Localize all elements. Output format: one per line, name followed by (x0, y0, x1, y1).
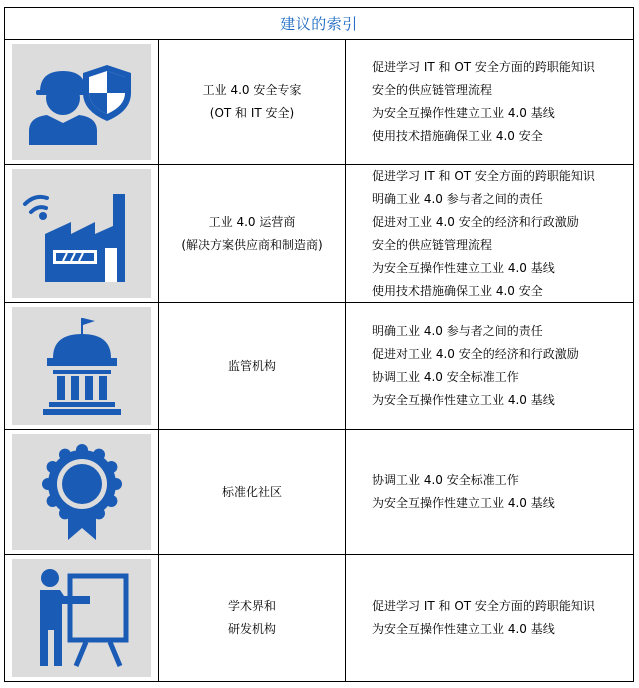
role-name-cell (159, 165, 346, 302)
role-name-cell (159, 40, 346, 164)
actions-cell (346, 303, 633, 429)
table-title: 建议的索引 (5, 8, 633, 40)
icon-cell (5, 165, 159, 302)
role-name: 监管机构 (227, 358, 276, 373)
table-row-standardization (5, 430, 633, 555)
action-item: 促进对工业 4.0 安全的经济和行政激励 (372, 214, 579, 229)
icon-cell (5, 40, 159, 164)
action-item: 明确工业 4.0 参与者之间的责任 (372, 191, 543, 206)
action-item: 促进学习 IT 和 OT 安全方面的跨职能知识 (372, 168, 595, 183)
action-item: 为安全互操作性建立工业 4.0 基线 (372, 260, 555, 275)
action-item: 为安全互操作性建立工业 4.0 基线 (372, 393, 555, 407)
icon-cell (5, 430, 159, 554)
role-name: 研发机构 (227, 622, 276, 636)
factory-icon (21, 184, 143, 284)
action-item: 为安全互操作性建立工业 4.0 基线 (372, 496, 555, 510)
role-name: (OT 和 IT 安全) (209, 106, 295, 120)
action-item: 安全的供应链管理流程 (372, 83, 493, 97)
presenter-board-icon (32, 566, 132, 670)
action-item: 明确工业 4.0 参与者之间的责任 (372, 324, 543, 338)
role-name: 工业 4.0 安全专家 (202, 83, 302, 97)
icon-cell (5, 555, 159, 681)
action-item: 为安全互操作性建立工业 4.0 基线 (372, 106, 555, 120)
actions-cell (346, 40, 633, 164)
action-item: 使用技术措施确保工业 4.0 安全 (372, 129, 543, 143)
index-table (4, 7, 634, 682)
table-row-academia (5, 555, 633, 681)
government-building-icon (37, 316, 127, 416)
table-row-operators (5, 165, 633, 303)
table-row-security-experts (5, 40, 633, 165)
action-item: 促进学习 IT 和 OT 安全方面的跨职能知识 (372, 599, 595, 613)
action-item: 使用技术措施确保工业 4.0 安全 (372, 283, 543, 298)
actions-cell (346, 555, 633, 681)
action-item: 协调工业 4.0 安全标准工作 (372, 473, 519, 487)
actions-cell (346, 165, 633, 302)
icon-cell (5, 303, 159, 429)
action-item: 为安全互操作性建立工业 4.0 基线 (372, 622, 555, 636)
action-item: 促进学习 IT 和 OT 安全方面的跨职能知识 (372, 60, 595, 74)
role-name-cell (159, 430, 346, 554)
role-name-cell (159, 555, 346, 681)
actions-cell (346, 430, 633, 554)
role-name-cell (159, 303, 346, 429)
worker-shield-icon (23, 59, 141, 145)
role-name: 标准化社区 (221, 484, 282, 499)
role-name: (解决方案供应商和制造商) (181, 237, 323, 252)
role-name: 工业 4.0 运营商 (208, 214, 296, 229)
role-name: 学术界和 (227, 599, 276, 613)
badge-ribbon-icon (42, 442, 122, 542)
table-row-regulators (5, 303, 633, 430)
action-item: 安全的供应链管理流程 (372, 237, 493, 252)
action-item: 促进对工业 4.0 安全的经济和行政激励 (372, 347, 579, 361)
action-item: 协调工业 4.0 安全标准工作 (372, 370, 519, 384)
